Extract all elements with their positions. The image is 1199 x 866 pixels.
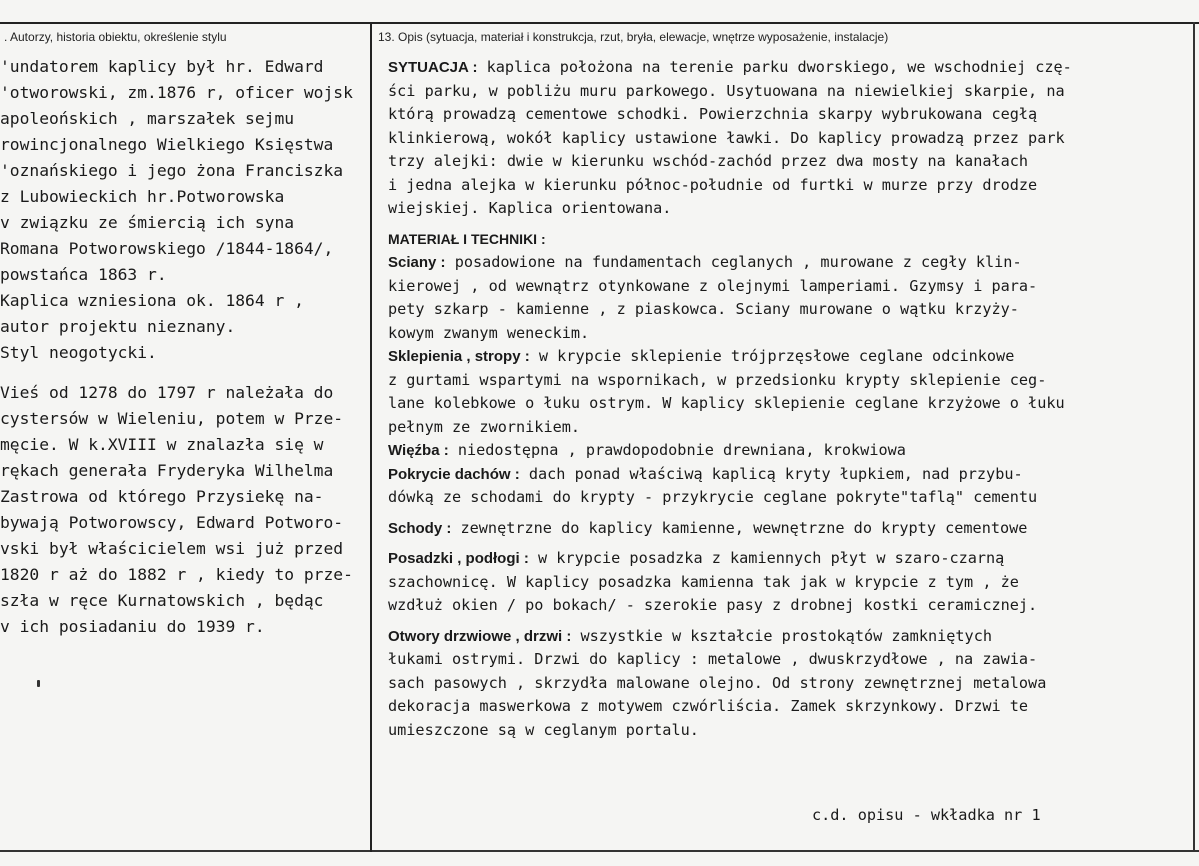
- sytuacja-line: trzy alejki: dwie w kierunku wschód-zachód przez dwa mosty na kanałach: [388, 152, 1029, 170]
- posadzki-line: wzdłuż okien / po bokach/ - szerokie pasy z drobnej kostki ceramicznej.: [388, 596, 1038, 614]
- sytuacja-line: wiejskiej. Kaplica orientowana.: [388, 199, 672, 217]
- continuation-note: c.d. opisu - wkładka nr 1: [812, 806, 1041, 824]
- sklepienia-line: pełnym ze zwornikiem.: [388, 417, 581, 436]
- sytuacja-line: ści parku, w pobliżu muru parkowego. Usytuowana na niewielkiej skarpie, na: [388, 81, 1065, 100]
- otwory-line: umieszczone są w ceglanym portalu.: [388, 720, 699, 739]
- history-line: Zastrowa od którego Przysiekę na-: [0, 487, 324, 506]
- pokrycie-heading: Pokrycie dachów :: [388, 465, 520, 483]
- sklepienia-text: w krypcie sklepienie trójprzęsłowe ceglane odcinkowe: [538, 347, 1015, 365]
- history-line: 1820 r aż do 1882 r , kiedy to prze-: [0, 565, 353, 584]
- otwory-heading: Otwory drzwiowe , drzwi :: [388, 627, 572, 645]
- history-line: rowincjonalnego Wielkiego Księstwa: [0, 135, 334, 154]
- pokrycie-text: dach ponad właściwą kaplicą kryty łupkiem, nad przybu-: [528, 464, 1023, 483]
- history-column: [0, 54, 375, 640]
- sytuacja-heading: SYTUACJA :: [388, 59, 478, 76]
- sytuacja-line: i jedna alejka w kierunku północ-południe od furtki w murze przy drodze: [388, 175, 1038, 194]
- sytuacja-line: którą prowadzą cementowe schodki. Powierzchnia skarpy wybrukowana cegłą: [388, 105, 1038, 123]
- left-column-header: . Autorzy, historia obiektu, określenie stylu: [4, 30, 227, 44]
- pokrycie-line: dówką ze schodami do krypty - przykrycie ceglane pokryte"taflą" cementu: [388, 488, 1038, 506]
- wiezba-text: niedostępna , prawdopodobnie drewniana, krokwiowa: [457, 441, 906, 459]
- sytuacja-text: kaplica położona na terenie parku dworskiego, we wschodniej czę-: [486, 58, 1072, 76]
- sciany-line: kowym zwanym weneckim.: [388, 323, 590, 342]
- history-line: v ich posiadaniu do 1939 r.: [0, 617, 265, 636]
- schody-text: zewnętrzne do kaplicy kamienne, wewnętrzne do krypty cementowe: [460, 518, 1028, 537]
- otwory-line: sach pasowych , skrzydła malowane olejno. Od strony zewnętrznej metalowa: [388, 673, 1047, 692]
- history-line: Styl neogotycki.: [0, 343, 157, 362]
- posadzki-text: w krypcie posadzka z kamiennych płyt w szaro-czarną: [538, 549, 1005, 567]
- history-line: szła w ręce Kurnatowskich , będąc: [0, 591, 324, 610]
- description-column: [388, 56, 1188, 742]
- history-line: vski był właścicielem wsi już przed: [0, 539, 344, 558]
- sklepienia-line: lane kolebkowe o łuku ostrym. W kaplicy sklepienie ceglane krzyżowe o łuku: [388, 394, 1065, 412]
- history-line: rękach generała Fryderyka Wilhelma: [0, 461, 334, 480]
- posadzki-heading: Posadzki , podłogi :: [388, 550, 529, 567]
- sciany-text: posadowione na fundamentach ceglanych , murowane z cegły klin-: [454, 253, 1022, 271]
- history-line: 'oznańskiego i jego żona Franciszka: [0, 161, 344, 180]
- history-line: 'undatorem kaplicy był hr. Edward: [0, 57, 324, 76]
- otwory-line: łukami ostrymi. Drzwi do kaplicy : metalowe , dwuskrzydłowe , na zawia-: [388, 650, 1038, 668]
- right-column-header: 13. Opis (sytuacja, materiał i konstrukcja, rzut, bryła, elewacje, wnętrze wyposażenie, instalacje): [378, 30, 889, 44]
- history-line: cystersów w Wieleniu, potem w Prze-: [0, 409, 344, 428]
- frame-bottom-line: [0, 850, 1199, 852]
- frame-top-line: [0, 22, 1199, 24]
- history-line: 'otworowski, zm.1876 r, oficer wojsk: [0, 83, 353, 102]
- history-line: bywają Potworowscy, Edward Potworo-: [0, 513, 344, 532]
- sklepienia-line: z gurtami wspartymi na wspornikach, w przedsionku krypty sklepienie ceg-: [388, 370, 1047, 389]
- sklepienia-heading: Sklepienia , stropy :: [388, 348, 530, 365]
- sciany-line: pety szkarp - kamienne , z piaskowca. Sciany murowane o wątku krzyży-: [388, 300, 1019, 318]
- history-line: Kaplica wzniesiona ok. 1864 r ,: [0, 291, 304, 310]
- sytuacja-line: klinkierową, wokół kaplicy ustawione ławki. Do kaplicy prowadzą przez park: [388, 128, 1065, 147]
- history-line: Vieś od 1278 do 1797 r należała do: [0, 383, 334, 402]
- history-line: Romana Potworowskiego /1844-1864/,: [0, 239, 334, 258]
- sciany-line: kierowej , od wewnątrz otynkowane z olejnymi lamperiami. Gzymsy i para-: [388, 276, 1038, 295]
- wiezba-heading: Więźba :: [388, 442, 449, 459]
- otwory-line: dekoracja maswerkowa z motywem czwórliścia. Zamek skrzynkowy. Drzwi te: [388, 697, 1029, 715]
- posadzki-line: szachownicę. W kaplicy posadzka kamienna tak jak w krypcie z tym , że: [388, 572, 1019, 591]
- frame-right-line: [1193, 22, 1195, 852]
- otwory-text: wszystkie w kształcie prostokątów zamkniętych: [580, 626, 992, 645]
- history-line: apoleońskich , marszałek sejmu: [0, 109, 295, 128]
- material-heading: MATERIAŁ I TECHNIKI :: [388, 230, 546, 247]
- history-line: powstańca 1863 r.: [0, 265, 167, 284]
- history-line: z Lubowieckich hr.Potworowska: [0, 187, 285, 206]
- history-line: autor projektu nieznany.: [0, 317, 236, 336]
- history-line: v związku ze śmiercią ich syna: [0, 213, 295, 232]
- sciany-heading: Sciany :: [388, 254, 446, 271]
- schody-heading: Schody :: [388, 519, 452, 537]
- ink-speck: [37, 680, 40, 687]
- history-line: męcie. W k.XVIII w znalazła się w: [0, 435, 324, 454]
